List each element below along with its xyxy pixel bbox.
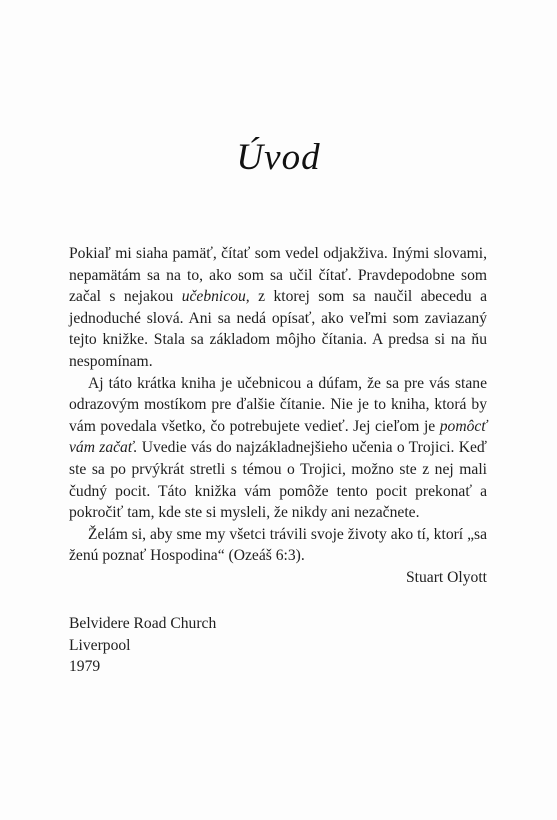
paragraph-2-emphasis: pomôcť vám začať. bbox=[69, 417, 487, 457]
paragraph-1 bbox=[69, 243, 487, 373]
author-signature: Stuart Olyott bbox=[406, 569, 487, 586]
paragraph-2-part-1: Aj táto krátka kniha je učebnicou a dúfam, že sa pre vás stane odrazovým mostíkom pre ďalšie čítanie. Nie je to kniha, ktorá by vám povedala všetko, čo potrebujete vedieť. Jej cieľom je bbox=[69, 374, 487, 435]
introduction-text bbox=[69, 243, 487, 567]
paragraph-1-part-1: Pokiaľ mi siaha pamäť, čítať som vedel odjakživa. Inými slovami, nepamätám sa na to, ako som sa učil čítať. Pravdepodobne som začal s nejakou bbox=[69, 245, 487, 306]
paragraph-1-emphasis: učebnicou, bbox=[181, 288, 250, 306]
page-title: Úvod bbox=[236, 137, 321, 178]
address-year: 1979 bbox=[69, 658, 101, 676]
address-city: Liverpool bbox=[69, 636, 131, 654]
paragraph-2-part-2: Uvedie vás do najzákladnejšieho učenia o Trojici. Keď ste sa po prvýkrát stretli s témou o Trojici, možno ste z nej mali čudný pocit. Táto knižka vám pomôže tento pocit prekonať a pokročiť tam, kde ste si mysleli, že nikdy ani nezačnete. bbox=[69, 439, 487, 522]
paragraph-1-part-2: z ktorej som sa naučil abecedu a jednoduché slová. Ani sa nedá opísať, ako veľmi som zaviazaný tejto knižke. Stala sa základom môjho čítania. A predsa si na ňu nespomínam. bbox=[69, 288, 487, 370]
address-church: Belvidere Road Church bbox=[69, 615, 217, 632]
paragraph-3 bbox=[69, 524, 487, 567]
paragraph-2 bbox=[69, 373, 487, 524]
paragraph-3-text: Želám si, aby sme my všetci trávili svoje životy ako tí, ktorí „sa ženú poznať Hospodina“ (Ozeáš 6:3). bbox=[69, 525, 487, 565]
author-address bbox=[69, 613, 216, 678]
